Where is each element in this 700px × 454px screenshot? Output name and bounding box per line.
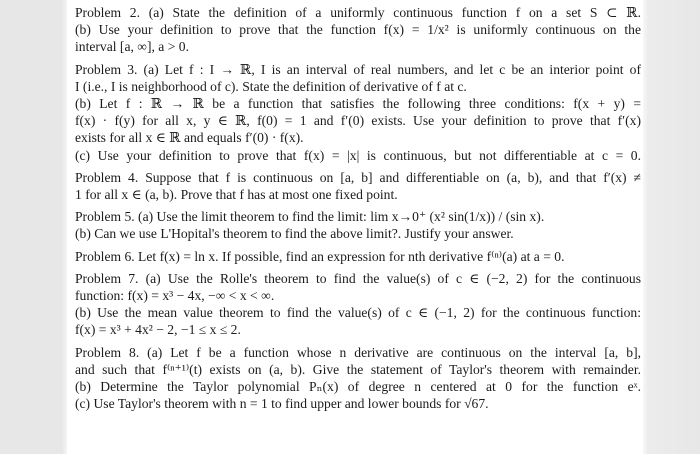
problem-line: (b) Use your definition to prove that the function f(x) = 1/x² is uniformly continuous on the (75, 22, 641, 38)
problem-line: Problem 6. Let f(x) = ln x. If possible, find an expression for nth derivative f⁽ⁿ⁾(a) at a = 0. (75, 248, 565, 264)
problem-4 (75, 169, 641, 203)
problem-3 (75, 61, 641, 164)
problem-line: Problem 8. (a) Let f be a function whose n derivative are continuous on the interval [a, b], (75, 344, 641, 360)
problem-line: 1 for all x ∈ (a, b). Prove that f has at most one fixed point. (75, 187, 398, 203)
problem-line: (c) Use your definition to prove that f(x) = |x| is continuous, but not differentiable at c = 0. (75, 147, 641, 163)
problem-line: (b) Determine the Taylor polynomial Pₙ(x) of degree n centered at 0 for the function eˣ. (75, 379, 641, 395)
problem-line: Problem 2. (a) State the definition of a uniformly continuous function f on a set S ⊂ ℝ. (75, 5, 641, 20)
problem-line: function: f(x) = x³ − 4x, −∞ < x < ∞. (75, 288, 275, 304)
problem-line: interval [a, ∞], a > 0. (75, 39, 189, 55)
problem-line: exists for all x ∈ ℝ and equals f′(0) · f(x). (75, 130, 304, 146)
problem-line: (c) Use Taylor's theorem with n = 1 to find upper and lower bounds for √67. (75, 396, 489, 412)
problem-2 (75, 4, 641, 56)
problem-line: f(x) = x³ + 4x² − 2, −1 ≤ x ≤ 2. (75, 322, 241, 338)
problem-line: (b) Let f : ℝ → ℝ be a function that satisfies the following three conditions: f(x + y) = (75, 96, 641, 112)
problem-line: I (i.e., I is neighborhood of c). State the definition of derivative of f at c. (75, 78, 467, 94)
problem-line: and such that f⁽ⁿ⁺¹⁾(t) exists on (a, b). Give the statement of Taylor's theorem with remainder. (75, 361, 641, 377)
problem-line: (b) Can we use L'Hopital's theorem to find the above limit?. Justify your answer. (75, 226, 514, 242)
problem-7 (75, 270, 641, 339)
problem-line: (b) Use the mean value theorem to find the value(s) of c ∈ (−1, 2) for the continuous function: (75, 305, 641, 321)
problem-line: Problem 5. (a) Use the limit theorem to find the limit: lim x→0⁺ (x² sin(1/x)) / (sin x). (75, 209, 545, 225)
problem-5 (75, 208, 641, 242)
problem-6 (75, 248, 641, 265)
problem-8 (75, 344, 641, 413)
problem-line: Problem 3. (a) Let f : I → ℝ, I is an interval of real numbers, and let c be an interior point of (75, 61, 641, 77)
problem-line: f(x) · f(y) for all x, y ∈ ℝ, f(0) = 1 and f′(0) exists. Use your definition to prove that f′(x) (75, 113, 641, 129)
problem-line: Problem 4. Suppose that f is continuous on [a, b] and differentiable on (a, b), and that f′(x) ≠ (75, 169, 641, 185)
worksheet-page (67, 0, 643, 454)
problem-line: Problem 7. (a) Use the Rolle's theorem to find the value(s) of c ∈ (−2, 2) for the continuous (75, 270, 641, 286)
